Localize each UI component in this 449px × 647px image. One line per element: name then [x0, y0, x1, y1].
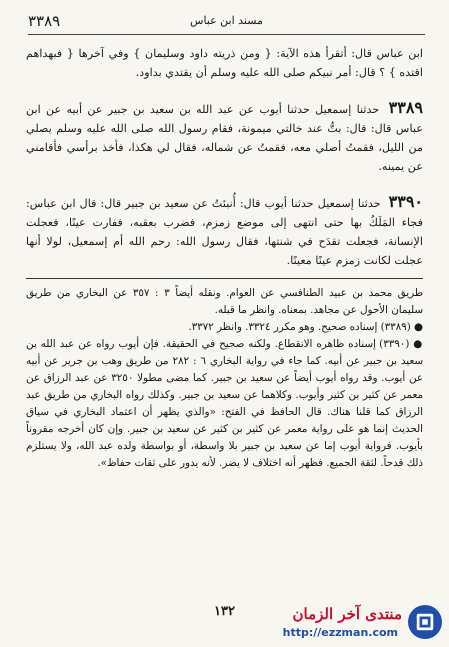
text-body [26, 44, 423, 472]
footnote: طريق محمد بن عبيد الطنافسي عن العوام. ونقله أيضاً ٣ : ٣٥٧ عن البخاري من طريق سليمان الأحول عن مجاهد. بمعناه. وانظر ما قبله. [26, 287, 424, 316]
watermark-url: http://ezzman.com [282, 626, 398, 639]
hadith-3390 [26, 192, 423, 270]
hadith-number: ٣٣٨٩ [388, 98, 423, 117]
paragraph-text: حدثنا إسمعيل حدثنا أيوب قال: أُنبئتُ عن سعيد بن جبير قال: قال ابن عباس: فجاء المَلَكُ بها حتى انتهى إلى موضع زمزم، فضرب بعقبه، ففارت عينًا، فعجلت الإنسانة، فجعلت تقدَح في شنتها، فقال رسول الله: رحم الله أم إسمعيل، لولا أنها عجلت لكانت زمزم عينًا معينًا. [26, 197, 423, 267]
page-header [28, 8, 425, 35]
forum-watermark [232, 605, 442, 643]
forum-logo-icon [408, 605, 442, 639]
paragraph-text: حدثنا إسمعيل حدثنا أيوب عن عبد الله بن سعيد بن جبير عن أبيه عن ابن عباس قال: قال: بتُّ عند خالتي ميمونة، فقام رسول الله صلى الله عليه وسلم يصلي من الليل، فقمتُ أصلي معه، فقمتُ عن شماله، فقال لي هكذا، فأخذ برأسي فأقامني عن يمينه. [26, 103, 423, 173]
paragraph-text: ابن عباس قال: أتقرأ هذه الآية: { ومن ذريته داود وسليمان } وفي آخرها { فبهداهم اقتده } ؟ قال: أمر نبيكم صلى الله عليه وسلم أن يقتدي بداود. [26, 47, 423, 79]
footer-page-number: ١٣٢ [214, 604, 235, 619]
hadith-number: ٣٣٩٠ [388, 192, 423, 211]
running-title: مسند ابن عباس [190, 14, 263, 27]
hadith-3389 [26, 98, 423, 176]
watermark-title: منتدى آخر الزمان [292, 605, 402, 623]
footnote: ● (٣٣٩٠) إسناده ظاهره الانقطاع. ولكنه صحيح في الحقيقة. فإن أيوب رواه عن عبد الله بن سعيد بن جبير عن أبيه. كما جاء في رواية البخاري ٦ : ٢٨٢ من طريق وهب بن جرير عن أبيه عن أيوب. وقد رواه أيوب أيضاً عن سعيد بن جبير. كما مضى مطولا ٣٢٥٠ عن عبد الرزاق عن معمر عن كثير بن كثير وأيوب. وكلاهما عن سعيد بن جبير. وكذلك رواه البخاري من طريق عبد الرزاق كما قلنا هناك. قال الحافظ في الفتح: «والذي يظهر أن اعتماد البخاري في سياق الحديث إنما هو على رواية معمر عن كثير بن كثير عن سعيد بن جبير. وإن كان أخرجه مقروناً بأيوب. فرواية أيوب إما عن سعيد بن جبير بلا واسطة، أو بواسطة ولده عبد الله، ولا يستلزم ذلك قدحاً. لثقة الجميع. فظهر أنه اختلاف لا يضر. لأنه يدور على ثقات حفاظ». [26, 338, 423, 469]
footnote: ● (٣٣٨٩) إسناده صحيح. وهو مكرر ٣٣٢٤. وانظر ٣٣٧٢. [188, 321, 423, 333]
header-page-number: ٣٣٨٩ [28, 12, 61, 30]
footnote-divider [26, 278, 423, 279]
footnotes [26, 285, 423, 472]
paragraph-continuation [26, 44, 423, 82]
